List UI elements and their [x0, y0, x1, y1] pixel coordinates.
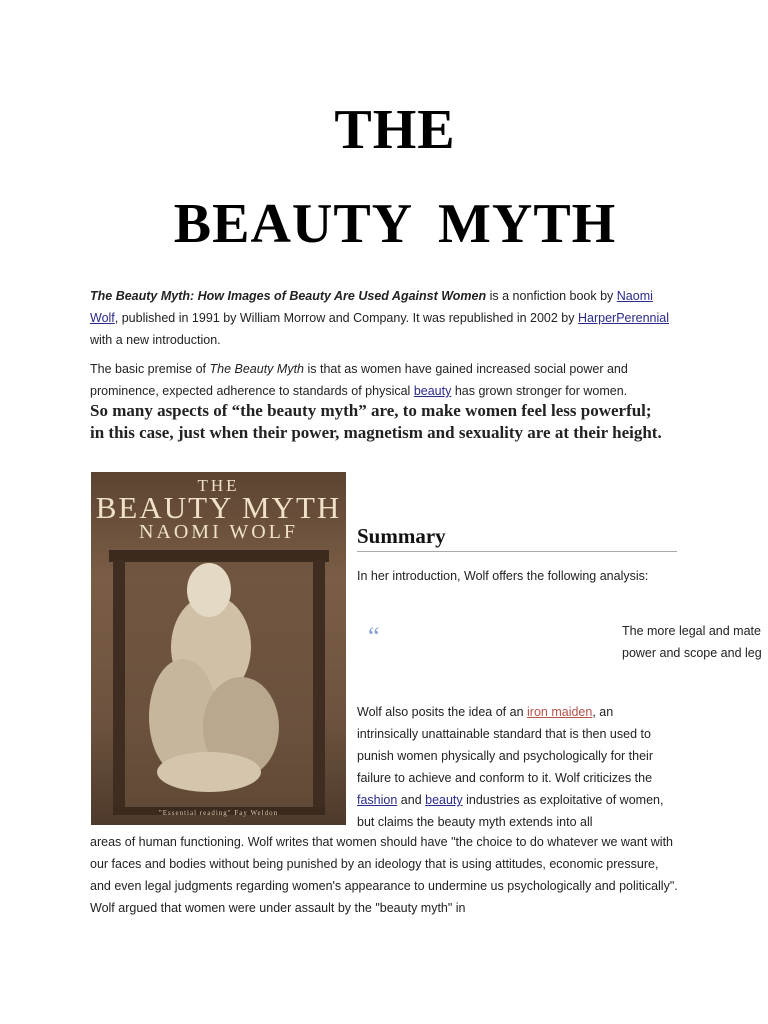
beauty-link[interactable]: beauty [413, 384, 452, 398]
fashion-link[interactable]: fashion [357, 793, 398, 807]
book-cover-image [91, 472, 346, 825]
cover-title-the: THE [197, 476, 240, 495]
iron-maiden-link[interactable]: iron maiden [527, 705, 593, 719]
premise-text-2: is that as women have gained increased social power and prominence, expected adherence to standards of physical [90, 362, 628, 398]
iron-text-2: , an intrinsically unattainable standard that is then used to punish women physically and psychologically for their failure to achieve and conform to it. Wolf criticizes the [357, 705, 653, 785]
premise-paragraph [90, 358, 680, 402]
quote-mark-icon: “ [368, 622, 380, 651]
cover-title: BEAUTY MYTH [95, 490, 342, 525]
blockquote-line-2: power and scope and leg [622, 646, 762, 660]
intro-paragraph [90, 285, 680, 351]
summary-heading: Summary [357, 524, 677, 552]
intro-text-1: is a nonfiction book by [486, 289, 617, 303]
book-full-title: The Beauty Myth: How Images of Beauty Are Used Against Women [90, 289, 487, 303]
intro-text-3: with a new introduction. [90, 333, 221, 347]
cover-blurb: "Essential reading" Fay Weldon [158, 809, 279, 817]
harperperennial-link[interactable]: HarperPerennial [577, 311, 670, 325]
iron-maiden-paragraph [357, 701, 677, 833]
iron-text-1: Wolf also posits the idea of an [357, 705, 528, 719]
analysis-blockquote [622, 620, 768, 664]
intro-text-2: , published in 1991 by William Morrow and Company. It was republished in 2002 by [114, 311, 578, 325]
highlight-quote: So many aspects of “the beauty myth” are, to make women feel less powerful; in this case, just when their power, magnetism and sexuality are at their height. [90, 401, 662, 442]
page-title-line-1: THE [334, 99, 456, 161]
iron-text-4: industries as exploitative of women, but claims the beauty myth extends into all [357, 793, 664, 829]
iron-text-3: and [397, 793, 426, 807]
premise-book-title: The Beauty Myth [209, 362, 304, 376]
premise-text-3: has grown stronger for women. [451, 384, 628, 398]
beauty-industry-link[interactable]: beauty [425, 793, 463, 807]
blockquote-line-1: The more legal and mate [622, 624, 761, 638]
naomi-wolf-link[interactable]: Naomi Wolf [90, 289, 653, 325]
summary-intro: In her introduction, Wolf offers the following analysis: [357, 569, 649, 583]
cover-author: NAOMI WOLF [138, 521, 299, 543]
page-title-line-2: BEAUTY MYTH [173, 193, 617, 255]
premise-text-1: The basic premise of [90, 362, 210, 376]
iron-maiden-continued: areas of human functioning. Wolf writes that women should have "the choice to do whatever we want with our faces and bodies without being punished by an ideology that is using attitudes, economic pressure, and even legal judgments regarding women's appearance to undermine us psychologically and politically". Wolf argued that women were under assault by the "beauty myth" in [90, 835, 678, 915]
